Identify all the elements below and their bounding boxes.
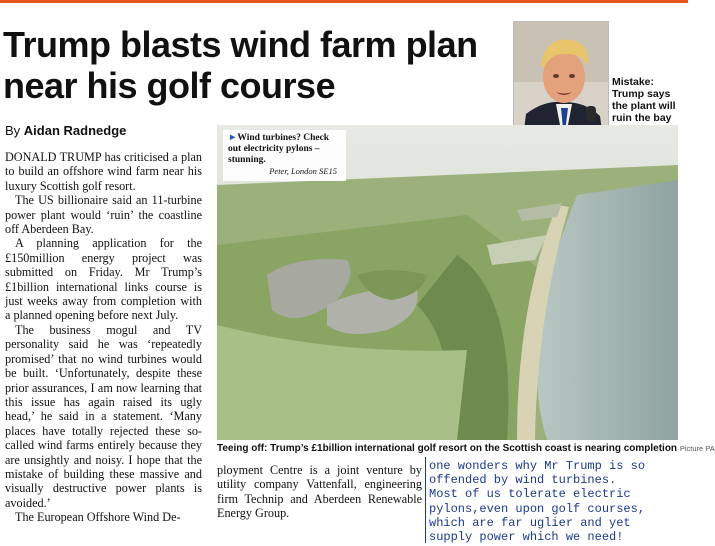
top-accent-bar [0,0,688,3]
arrow-icon: ► [228,133,238,143]
headline: Trump blasts wind farm plan near his golf course [3,24,478,106]
letter-body: Wind turbines? Check out electricity pylons – stunning. [228,133,330,165]
byline-prefix: By [5,123,21,138]
paragraph: The US billionaire said an 11-turbine power plant would ‘ruin’ the coastline off Aberdeen Bay. [5,193,202,237]
article-column-2 [217,463,422,521]
paragraph: The European Offshore Wind De- [15,510,181,525]
letter-signature: Peter, London SE15 [269,166,337,176]
photo-caption [217,443,715,454]
byline [5,123,126,138]
paragraph: DONALD TRUMP has criticised a plan to build an offshore wind farm near his luxury Scottish golf resort. [5,150,202,193]
article-column-1 [5,150,202,525]
handwritten-annotation: one wonders why Mr Trump is so offended by wind turbines. Most of us tolerate electric pylons,even upon golf courses, which are far uglier and yet supply power which we need! [425,457,682,543]
photo-caption-text: Teeing off: Trump’s £1billion international golf resort on the Scottish coast is nearing completion [217,443,678,454]
inset-caption: Mistake: Trump says the plant will ruin the bay [612,76,676,124]
paragraph: ployment Centre is a joint venture by utility company Vattenfall, engineering firm Technip and Aberdeen Renewable Energy Group. [217,463,422,521]
reader-letter-text [228,133,341,166]
reader-letter-box [223,130,346,181]
photo-credit: Picture PA [679,444,715,453]
paragraph: The business mogul and TV personality said he was ‘repeatedly promised’ that no wind turbines would be built. ‘Unfortunately, despite these prior assurances, I am now learning that this issue has again raised its ugly head,’ he said in a statement. ‘Many places have totally rejected these so-called wind farms entirely because they are unsightly and noisy. I hope that the mistake of building these massive and visually destructive power plants is avoided.’ [5,322,202,510]
byline-author: Aidan Radnedge [23,123,127,138]
paragraph: A planning application for the £150million energy project was submitted on Friday. Mr Trump’s £1billion international links course is just weeks away from completion with a planned opening before next July. [5,236,202,323]
